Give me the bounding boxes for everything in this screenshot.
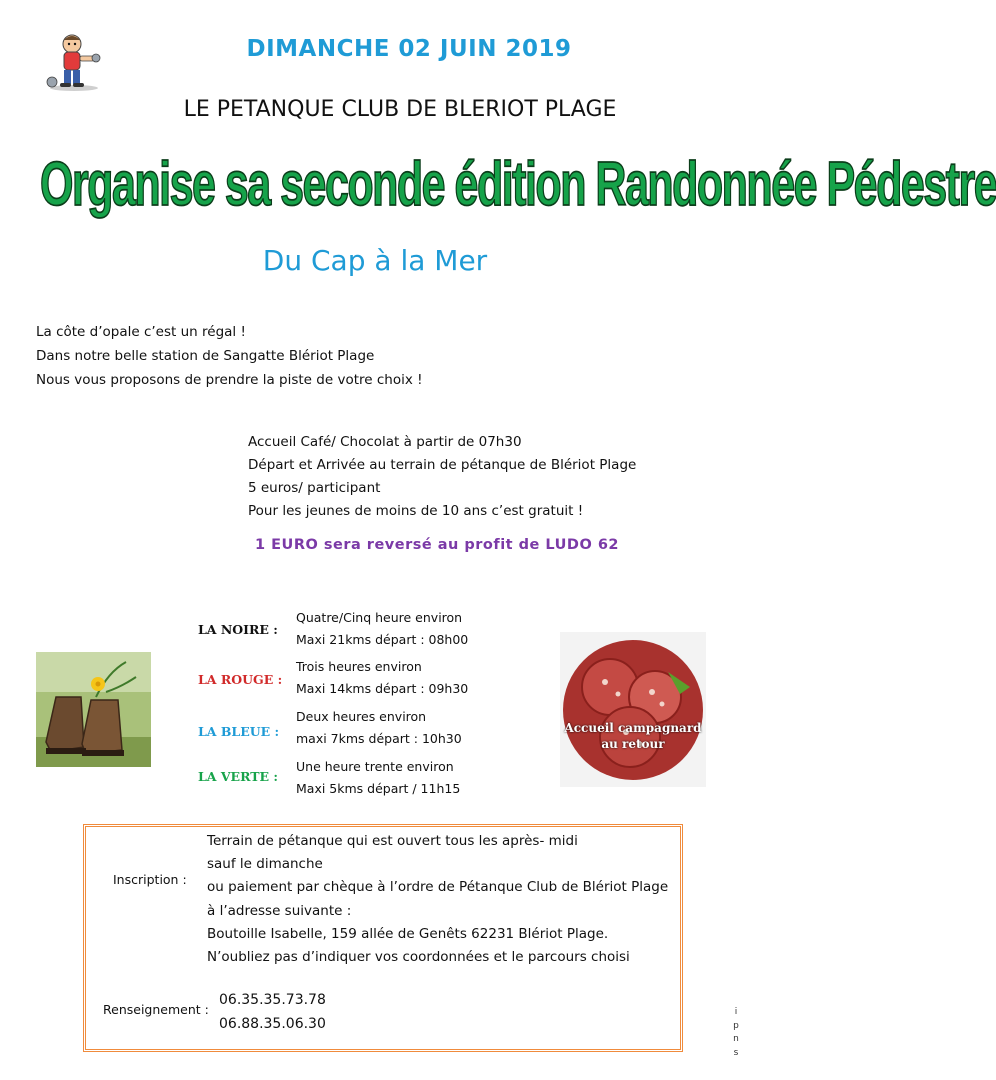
side-letters	[730, 1006, 742, 1060]
route-desc: Une heure trente environ	[296, 759, 454, 774]
side-letter: n	[733, 1034, 739, 1044]
phone-number: 06.88.35.06.30	[219, 1016, 326, 1032]
route-desc: Trois heures environ	[296, 659, 422, 674]
route-desc: Maxi 21kms départ : 08h00	[296, 632, 469, 647]
renseignement-label: Renseignement :	[103, 1002, 209, 1017]
inscription-line: Boutoille Isabelle, 159 allée de Genêts 62231 Blériot Plage.	[207, 926, 609, 942]
headline: Organise sa seconde édition Randonnée Pédestre	[40, 150, 996, 220]
route-desc: Maxi 5kms départ / 11h15	[296, 781, 461, 796]
side-letter: i	[734, 1007, 738, 1017]
club-name: LE PETANQUE CLUB DE BLERIOT PLAGE	[183, 97, 617, 122]
event-date: DIMANCHE 02 JUIN 2019	[246, 36, 572, 62]
salami-caption-line: au retour	[601, 737, 665, 751]
intro-line: La côte d’opale c’est un régal !	[36, 324, 246, 340]
info-line: Départ et Arrivée au terrain de pétanque de Blériot Plage	[248, 457, 637, 473]
route-desc: maxi 7kms départ : 10h30	[296, 731, 462, 746]
hiking-boots-photo	[36, 652, 151, 767]
salami-caption	[560, 720, 706, 752]
intro-line: Nous vous proposons de prendre la piste de votre choix !	[36, 372, 423, 388]
info-line: Accueil Café/ Chocolat à partir de 07h30	[248, 434, 522, 450]
inscription-label: Inscription :	[113, 872, 187, 887]
inscription-line: sauf le dimanche	[207, 856, 323, 872]
ludo-donation: 1 EURO sera reversé au profit de LUDO 62	[255, 537, 619, 553]
side-letter: s	[733, 1047, 739, 1058]
route-desc: Maxi 14kms départ : 09h30	[296, 681, 469, 696]
inscription-line: N’oubliez pas d’indiquer vos coordonnées et le parcours choisi	[207, 949, 630, 965]
route-verte: LA VERTE :	[198, 769, 279, 784]
salami-caption-line: Accueil campagnard	[564, 721, 702, 735]
side-letter: p	[733, 1020, 739, 1031]
info-line: 5 euros/ participant	[248, 480, 381, 496]
route-rouge: LA ROUGE :	[198, 672, 283, 687]
route-bleue: LA BLEUE :	[198, 724, 280, 739]
inscription-line: à l’adresse suivante :	[207, 903, 352, 919]
route-desc: Quatre/Cinq heure environ	[296, 610, 463, 625]
inscription-line: Terrain de pétanque qui est ouvert tous les après- midi	[207, 833, 578, 849]
charcuterie-photo	[560, 632, 706, 787]
route-desc: Deux heures environ	[296, 709, 427, 724]
subtitle: Du Cap à la Mer	[262, 244, 488, 277]
intro-line: Dans notre belle station de Sangatte Blériot Plage	[36, 348, 375, 364]
info-line: Pour les jeunes de moins de 10 ans c’est gratuit !	[248, 503, 584, 519]
inscription-line: ou paiement par chèque à l’ordre de Pétanque Club de Blériot Plage	[207, 879, 669, 895]
phone-number: 06.35.35.73.78	[219, 992, 326, 1008]
route-noire: LA NOIRE :	[198, 622, 278, 637]
